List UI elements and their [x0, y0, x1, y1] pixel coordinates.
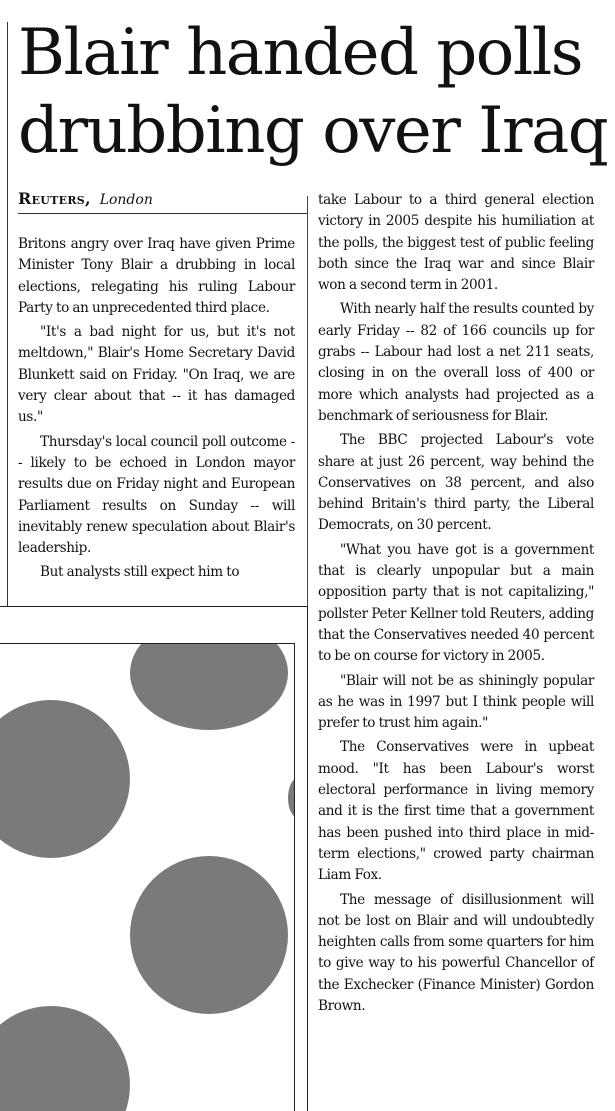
paragraph: take Labour to a third general election victory in 2005 despite his humiliation at the polls, the biggest test of public feeling both since the Iraq war and since Blair won a second term in 2001. — [318, 192, 594, 294]
article-column-left — [18, 234, 295, 587]
byline — [18, 189, 308, 214]
paragraph: Thursday's local council poll outcome -- likely to be echoed in London mayor results due on Friday night and European Parliament results on Sunday -- will inevitably renew speculation about Blair's leadership. — [18, 433, 295, 557]
pattern-dot — [0, 1006, 130, 1111]
pattern-dot — [0, 700, 130, 858]
article-column-right — [318, 190, 594, 1020]
photo-pattern — [0, 643, 295, 1111]
paragraph: Britons angry over Iraq have given Prime Minister Tony Blair a drubbing in local elections, relegating his ruling Labour Party to an unprecedented third place. — [18, 236, 295, 316]
paragraph: "It's a bad night for us, but it's not meltdown," Blair's Home Secretary David Blunkett said on Friday. "On Iraq, we are very clear about that -- it has damaged us." — [18, 324, 295, 426]
byline-agency: Reuters, — [18, 189, 91, 208]
pattern-dot — [130, 643, 288, 730]
paragraph: "What you have got is a government that is clearly unpopular but a main opposition party that is not capitalizing," pollster Peter Kellner told Reuters, adding that the Conservatives needed 40 percent to be on course for victory in 2005. — [318, 541, 594, 665]
paragraph: The message of disillusionment will not be lost on Blair and will undoubtedly heighten calls from some quarters for him to give way to his powerful Chancellor of the Exchecker (Finance Minister) Gordon Brown. — [318, 891, 594, 1014]
pattern-dot — [130, 856, 288, 1014]
paragraph: "Blair will not be as shiningly popular as he was in 1997 but I think people will prefer to trust him again." — [318, 672, 594, 732]
photo-placeholder — [0, 606, 308, 1111]
paragraph: The BBC projected Labour's vote share at just 26 percent, way behind the Conservatives on 38 percent, and also behind Britain's third party, the Liberal Democrats, on 30 percent. — [318, 432, 594, 534]
paragraph: The Conservatives were in upbeat mood. "It has been Labour's worst electoral performance in living memory and it is the first time that a government has been pushed into third place in mid-term elections," crowed party chairman Liam Fox. — [318, 739, 594, 884]
headline: Blair handed polls drubbing over Iraq — [18, 16, 608, 168]
paragraph: But analysts still expect him to — [40, 564, 240, 581]
paragraph: With nearly half the results counted by early Friday -- 82 of 166 councils up for grabs -- Labour had lost a net 211 seats, closing in on the overall loss of 400 or more which analysts had projected as a benchmark of seriousness for Blair. — [318, 301, 594, 424]
byline-location: London — [99, 192, 153, 208]
page-left-rule — [7, 22, 8, 634]
pattern-dot — [288, 778, 295, 818]
